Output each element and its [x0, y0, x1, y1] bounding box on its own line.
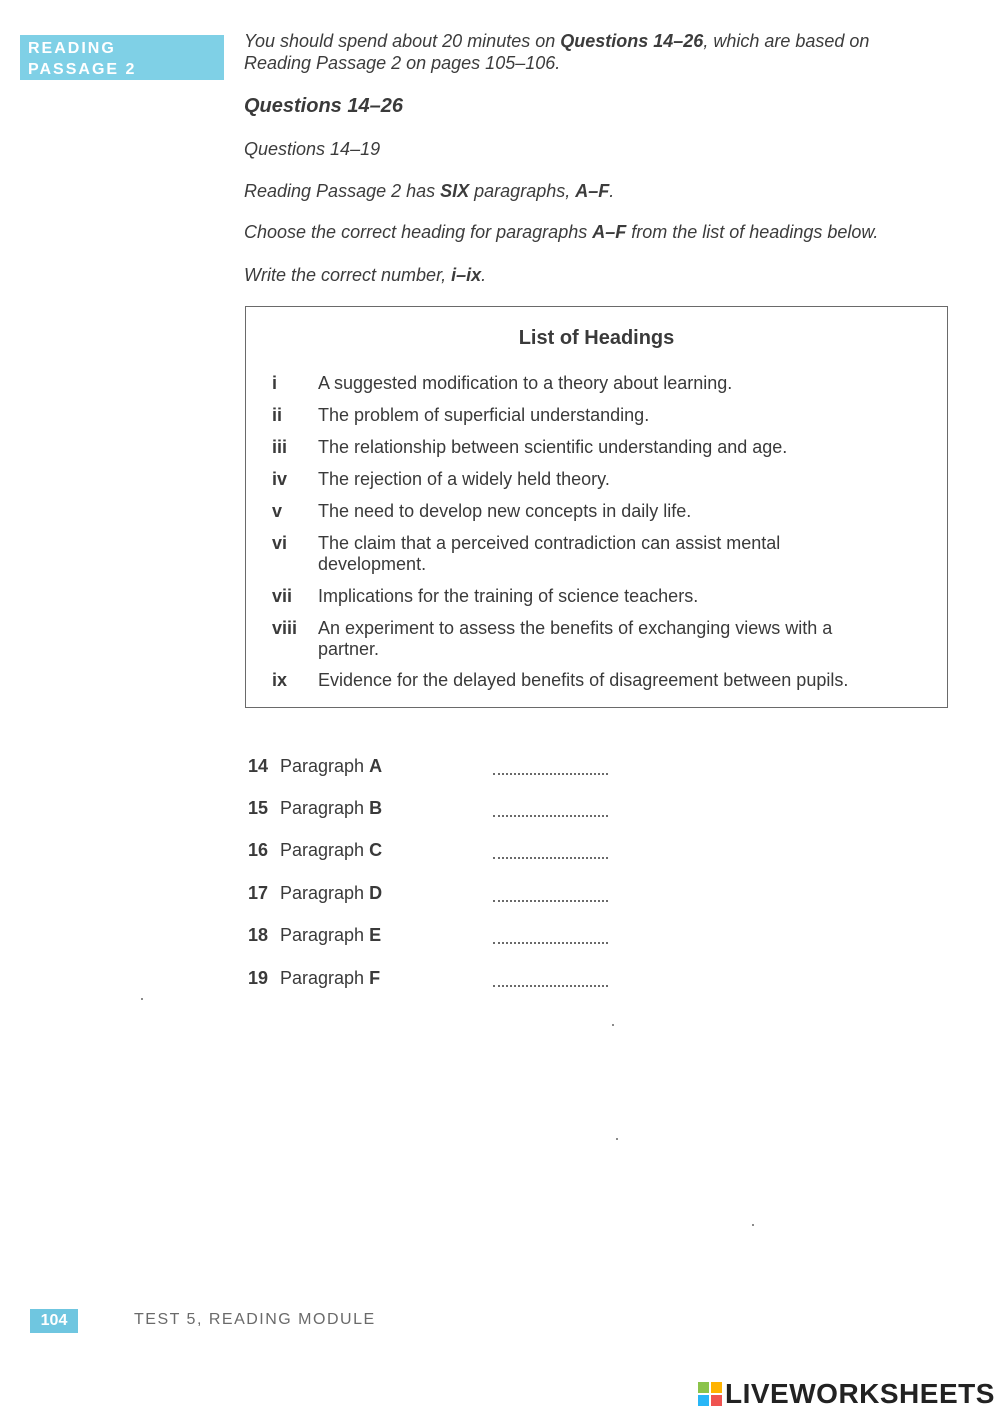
answer-row	[248, 883, 628, 907]
paragraph-letter: C	[369, 840, 383, 860]
heading-number: ix	[272, 670, 288, 690]
instr1-e: .	[609, 181, 615, 201]
heading-item	[272, 670, 912, 691]
paragraph-word: Paragraph	[280, 925, 370, 945]
instr1-a: Reading Passage 2 has	[244, 181, 441, 201]
liveworksheets-brand[interactable]	[698, 1377, 995, 1411]
heading-text: The rejection of a widely held theory.	[318, 469, 610, 489]
question-number: 18	[248, 925, 269, 945]
instruction-write-number	[244, 265, 486, 286]
instr3-c: .	[481, 265, 487, 285]
question-number: 17	[248, 883, 269, 903]
instr3-a: Write the correct number,	[244, 265, 452, 285]
questions-title: Questions 14–26	[244, 95, 403, 117]
paragraph-label	[280, 756, 382, 777]
scan-speck	[612, 1024, 614, 1026]
heading-item	[272, 586, 912, 607]
heading-number: iv	[272, 469, 288, 489]
paragraph-letter: E	[369, 925, 382, 945]
intro-text-1: You should spend about 20 minutes on	[244, 31, 561, 51]
heading-item	[272, 373, 912, 394]
answer-blank[interactable]	[493, 765, 608, 775]
paragraph-letter: A	[369, 756, 383, 776]
heading-item	[272, 618, 862, 660]
answer-row	[248, 968, 628, 992]
instruction-choose-heading	[244, 222, 878, 243]
heading-text: The claim that a perceived contradiction can assist mental development.	[318, 533, 781, 574]
question-number: 14	[248, 756, 269, 776]
liveworksheets-logo-icon	[698, 1382, 722, 1406]
paragraph-word: Paragraph	[280, 883, 370, 903]
list-of-headings-title: List of Headings	[518, 327, 675, 349]
answer-blank[interactable]	[493, 892, 608, 902]
page-number: 104	[30, 1309, 78, 1333]
instr1-d: A–F	[575, 181, 610, 201]
paragraph-word: Paragraph	[280, 840, 370, 860]
heading-text: An experiment to assess the benefits of exchanging views with a partner.	[318, 618, 833, 659]
heading-number: vii	[272, 586, 293, 606]
scan-speck	[141, 998, 143, 1000]
footer-section: TEST 5, READING MODULE	[134, 1311, 376, 1328]
question-number: 19	[248, 968, 269, 988]
answer-row	[248, 798, 628, 822]
instruction-paragraph-count	[244, 181, 614, 202]
heading-item	[272, 469, 912, 490]
intro-instruction	[244, 30, 944, 74]
intro-questions-range: Questions 14–26	[560, 31, 704, 51]
scan-speck	[752, 1224, 754, 1226]
heading-number: vi	[272, 533, 288, 553]
reading-label-line1: READING	[28, 40, 116, 57]
intro-text-3: Reading Passage 2 on pages 105–106.	[244, 53, 561, 73]
brand-name: LIVEWORKSHEETS	[725, 1378, 995, 1409]
paragraph-word: Paragraph	[280, 756, 370, 776]
reading-label-line2: PASSAGE 2	[28, 61, 137, 78]
heading-item	[272, 437, 912, 458]
paragraph-label	[280, 925, 381, 946]
paragraph-label	[280, 883, 382, 904]
reading-passage-label	[20, 35, 224, 80]
answer-row	[248, 756, 628, 780]
paragraph-letter: F	[369, 968, 381, 988]
instr1-c: paragraphs,	[469, 181, 576, 201]
scan-speck	[616, 1138, 618, 1140]
questions-subtitle: Questions 14–19	[244, 139, 381, 159]
heading-text: The problem of superficial understanding.	[318, 405, 650, 425]
instr1-b: SIX	[440, 181, 470, 201]
answer-row	[248, 925, 628, 949]
paragraph-label	[280, 798, 382, 819]
intro-text-2: , which are based on	[703, 31, 870, 51]
instr3-b: i–ix	[451, 265, 482, 285]
heading-number: viii	[272, 618, 298, 638]
heading-item	[272, 533, 812, 575]
paragraph-word: Paragraph	[280, 798, 370, 818]
heading-number: i	[272, 373, 278, 393]
question-number: 15	[248, 798, 269, 818]
answer-blank[interactable]	[493, 849, 608, 859]
instr2-c: from the list of headings below.	[626, 222, 879, 242]
paragraph-label	[280, 840, 382, 861]
answer-blank[interactable]	[493, 934, 608, 944]
answer-blank[interactable]	[493, 977, 608, 987]
answer-row	[248, 840, 628, 864]
heading-text: Implications for the training of science teachers.	[318, 586, 699, 606]
paragraph-letter: B	[369, 798, 383, 818]
heading-text: The relationship between scientific understanding and age.	[318, 437, 788, 457]
instr2-b: A–F	[592, 222, 627, 242]
instr2-a: Choose the correct heading for paragraphs	[244, 222, 593, 242]
question-number: 16	[248, 840, 269, 860]
heading-item	[272, 501, 912, 522]
heading-text: Evidence for the delayed benefits of disagreement between pupils.	[318, 670, 849, 690]
heading-number: ii	[272, 405, 283, 425]
heading-number: iii	[272, 437, 288, 457]
heading-number: v	[272, 501, 283, 521]
paragraph-letter: D	[369, 883, 383, 903]
paragraph-label	[280, 968, 380, 989]
heading-text: The need to develop new concepts in daily life.	[318, 501, 692, 521]
list-of-headings-box	[245, 306, 948, 708]
heading-item	[272, 405, 912, 426]
heading-text: A suggested modification to a theory about learning.	[318, 373, 733, 393]
paragraph-word: Paragraph	[280, 968, 370, 988]
answer-blank[interactable]	[493, 807, 608, 817]
